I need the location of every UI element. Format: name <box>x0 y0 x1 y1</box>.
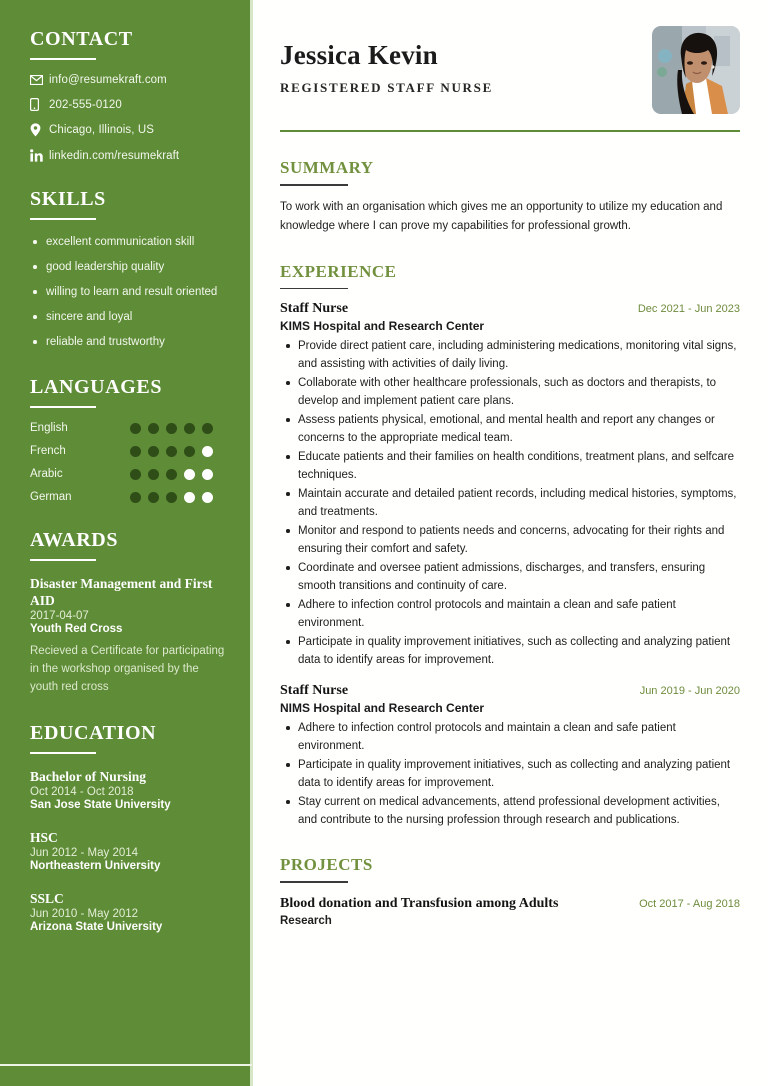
dot-filled <box>148 423 159 434</box>
experience-bullet-list <box>280 337 740 669</box>
education-date: Oct 2014 - Oct 2018 <box>30 786 134 798</box>
contact-phone-text: 202-555-0120 <box>49 98 122 111</box>
phone-icon <box>30 98 49 111</box>
contact-email-text: info@resumekraft.com <box>49 74 167 86</box>
summary-text: To work with an organisation which gives me an opportunity to utilize my education and knowledge where I can prove my capabilities for professional growth. <box>280 200 723 232</box>
divider <box>280 184 348 186</box>
contact-linkedin-text: linkedin.com/resumekraft <box>49 149 180 162</box>
list-item: Participate in quality improvement initiatives, such as collecting and analyzing patient data to identify areas for improvement. <box>280 756 740 792</box>
experience-list <box>280 301 740 829</box>
list-item: Maintain accurate and detailed patient records, including medical histories, symptoms, and treatments. <box>280 485 740 521</box>
resume-header <box>280 26 740 114</box>
language-level-dots <box>130 423 213 434</box>
language-row <box>30 422 228 434</box>
languages-heading: LANGUAGES <box>30 376 163 398</box>
dot-filled <box>202 423 213 434</box>
dot-empty <box>184 469 195 480</box>
education-date: Jun 2010 - May 2012 <box>30 908 139 920</box>
dot-filled <box>166 423 177 434</box>
list-item: reliable and trustworthy <box>30 334 228 350</box>
award-organization: Youth Red Cross <box>30 623 123 635</box>
dot-filled <box>166 492 177 503</box>
list-item: Stay current on medical advancements, attend professional development activities, and contribute to the nursing profession through research and publications. <box>280 793 740 829</box>
projects-section <box>280 855 740 927</box>
language-name: German <box>30 491 72 503</box>
language-name: English <box>30 422 68 434</box>
project-header <box>280 895 740 913</box>
location-pin-icon <box>30 123 49 137</box>
experience-item <box>280 301 740 669</box>
awards-section <box>30 529 228 696</box>
projects-heading: PROJECTS <box>280 855 373 874</box>
dot-empty <box>202 446 213 457</box>
education-school: Northeastern University <box>30 860 161 872</box>
contact-heading: CONTACT <box>30 28 133 50</box>
education-school: Arizona State University <box>30 921 163 933</box>
main-content <box>252 0 768 1086</box>
sidebar-footer-divider <box>0 1064 252 1066</box>
awards-heading: AWARDS <box>30 529 119 551</box>
education-degree: SSLC <box>30 891 64 906</box>
project-date: Oct 2017 - Aug 2018 <box>639 897 740 910</box>
language-level-dots <box>130 446 213 457</box>
award-description: Recieved a Certificate for participating in the workshop organised by the youth red cross <box>30 645 225 693</box>
dot-filled <box>130 423 141 434</box>
dot-empty <box>202 469 213 480</box>
education-item <box>30 768 228 811</box>
language-level-dots <box>130 469 213 480</box>
header-divider <box>280 130 740 132</box>
experience-item <box>280 683 740 829</box>
project-subtitle: Research <box>280 914 332 927</box>
contact-item-location[interactable] <box>30 123 228 137</box>
experience-heading: EXPERIENCE <box>280 261 397 281</box>
experience-date: Dec 2021 - Jun 2023 <box>637 303 740 315</box>
experience-header <box>280 301 740 317</box>
divider <box>30 752 96 754</box>
experience-role: Staff Nurse <box>280 683 349 698</box>
project-item <box>280 895 740 927</box>
summary-section <box>280 158 740 236</box>
list-item: Assess patients physical, emotional, and mental health and report any changes or concerns to the appropriate medical team. <box>280 411 740 447</box>
skills-section <box>30 188 228 350</box>
education-school: San Jose State University <box>30 799 171 811</box>
languages-list <box>30 422 228 503</box>
dot-filled <box>166 446 177 457</box>
divider <box>280 288 348 290</box>
dot-filled <box>166 469 177 480</box>
divider <box>30 559 96 561</box>
experience-section <box>280 262 740 830</box>
list-item: excellent communication skill <box>30 234 228 250</box>
dot-filled <box>184 446 195 457</box>
header-text <box>280 26 493 96</box>
list-item: sincere and loyal <box>30 309 228 325</box>
sidebar <box>0 0 252 1086</box>
language-row <box>30 491 228 503</box>
experience-organization: NIMS Hospital and Research Center <box>280 701 485 715</box>
education-item <box>30 829 228 872</box>
award-date: 2017-04-07 <box>30 610 89 622</box>
experience-role: Staff Nurse <box>280 301 349 316</box>
experience-date: Jun 2019 - Jun 2020 <box>639 685 740 697</box>
divider <box>30 218 96 220</box>
contact-item-phone[interactable] <box>30 98 228 111</box>
dot-empty <box>202 492 213 503</box>
award-item <box>30 575 228 696</box>
list-item: Participate in quality improvement initiatives, such as collecting and analyzing patient data to identify areas for improvement. <box>280 633 740 669</box>
dot-filled <box>130 492 141 503</box>
job-title: REGISTERED STAFF NURSE <box>280 80 493 95</box>
dot-filled <box>148 492 159 503</box>
page-title: Jessica Kevin <box>280 40 438 70</box>
list-item: Coordinate and oversee patient admissions, discharges, and transfers, ensuring smooth transitions and continuity of care. <box>280 559 740 595</box>
list-item: Collaborate with other healthcare professionals, such as doctors and therapists, to develop and implement patient care plans. <box>280 374 740 410</box>
divider <box>280 881 348 883</box>
dot-filled <box>130 446 141 457</box>
avatar <box>652 26 740 114</box>
language-row <box>30 468 228 480</box>
linkedin-icon <box>30 149 49 162</box>
list-item: Provide direct patient care, including administering medications, monitoring vital signs, and assisting with activities of daily living. <box>280 337 740 373</box>
education-degree: HSC <box>30 830 58 845</box>
languages-section <box>30 376 228 503</box>
contact-item-email[interactable] <box>30 74 228 86</box>
divider <box>30 406 96 408</box>
list-item: Educate patients and their families on health conditions, treatment plans, and selfcare techniques. <box>280 448 740 484</box>
contact-item-linkedin[interactable] <box>30 149 228 162</box>
summary-heading: SUMMARY <box>280 158 374 177</box>
project-title: Blood donation and Transfusion among Adults <box>280 895 559 911</box>
dot-filled <box>184 423 195 434</box>
experience-header <box>280 683 740 699</box>
contact-section <box>30 28 228 162</box>
language-level-dots <box>130 492 213 503</box>
award-title: Disaster Management and First AID <box>30 576 213 608</box>
language-row <box>30 445 228 457</box>
education-degree: Bachelor of Nursing <box>30 769 147 784</box>
dot-filled <box>130 469 141 480</box>
experience-bullet-list <box>280 719 740 829</box>
language-name: Arabic <box>30 468 63 480</box>
list-item: Adhere to infection control protocols and maintain a clean and safe patient environment. <box>280 719 740 755</box>
profile-photo-illustration <box>652 26 740 114</box>
contact-location-text: Chicago, Illinois, US <box>49 124 155 136</box>
envelope-icon <box>30 75 49 85</box>
list-item: good leadership quality <box>30 259 228 275</box>
dot-filled <box>148 469 159 480</box>
contact-list <box>30 74 228 162</box>
education-heading: EDUCATION <box>30 722 157 744</box>
education-item <box>30 890 228 933</box>
dot-empty <box>184 492 195 503</box>
list-item: Monitor and respond to patients needs and concerns, advocating for their rights and ensuring their comfort and safety. <box>280 522 740 558</box>
education-date: Jun 2012 - May 2014 <box>30 847 139 859</box>
dot-filled <box>148 446 159 457</box>
education-section <box>30 722 228 933</box>
skills-heading: SKILLS <box>30 188 106 210</box>
skills-list <box>30 234 228 350</box>
list-item: Adhere to infection control protocols and maintain a clean and safe patient environment. <box>280 596 740 632</box>
divider <box>30 58 96 60</box>
list-item: willing to learn and result oriented <box>30 284 228 300</box>
experience-organization: KIMS Hospital and Research Center <box>280 319 485 333</box>
language-name: French <box>30 445 66 457</box>
